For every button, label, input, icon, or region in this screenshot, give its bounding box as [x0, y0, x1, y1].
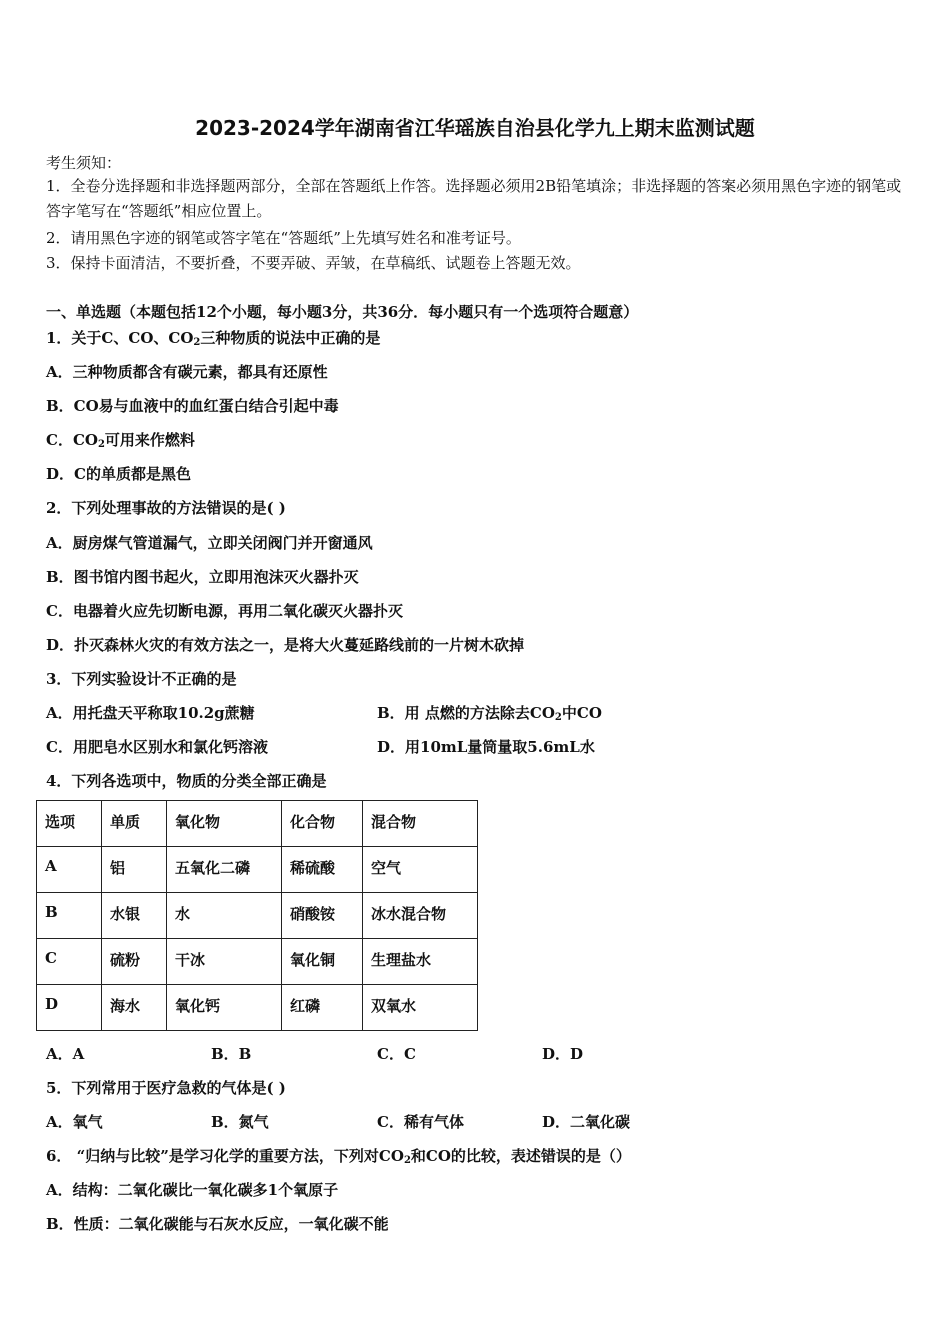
- q4-option-a: A．A: [46, 1045, 85, 1063]
- q1-stem: 1．关于C、CO、$CO_2$三种物质的说法中正确的是: [46, 329, 381, 348]
- q5-option-c: C．稀有气体: [377, 1113, 464, 1131]
- q4-option-d: D．D: [542, 1045, 584, 1063]
- notice-heading: 考生须知：: [46, 154, 122, 172]
- table-row: [37, 893, 478, 939]
- table-cell: 生理盐水: [363, 939, 478, 985]
- notice-item-2: 2．请用黑色字迹的钢笔或答字笔在“答题纸”上先填写姓名和准考证号。: [46, 229, 521, 247]
- table-cell: 空气: [363, 847, 478, 893]
- table-cell: B: [37, 893, 102, 939]
- table-row: [37, 939, 478, 985]
- table-header-cell: 氧化物: [167, 801, 282, 847]
- table-cell: 冰水混合物: [363, 893, 478, 939]
- q1-option-c: C．$CO_2$可用来作燃料: [46, 431, 195, 450]
- q5-stem: 5．下列常用于医疗急救的气体是( ): [46, 1079, 286, 1097]
- section-heading: 一、单选题（本题包括12个小题，每小题3分，共36分．每小题只有一个选项符合题意）: [46, 303, 639, 321]
- classification-table: [36, 800, 478, 1031]
- table-cell: 海水: [102, 985, 167, 1031]
- q2-option-b: B．图书馆内图书起火，立即用泡沫灭火器扑灭: [46, 568, 359, 586]
- q1-option-d: D．C的单质都是黑色: [46, 465, 191, 483]
- exam-title: 2023-2024学年湖南省江华瑶族自治县化学九上期末监测试题: [195, 116, 755, 140]
- table-cell: 水银: [102, 893, 167, 939]
- notice-item-1: 1．全卷分选择题和非选择题两部分，全部在答题纸上作答。选择题必须用2B铅笔填涂；非选择题的答案必须用黑色字迹的钢笔或答字笔写在“答题纸”相应位置上。: [46, 177, 902, 220]
- table-header-cell: 混合物: [363, 801, 478, 847]
- table-cell: 硫粉: [102, 939, 167, 985]
- table-cell: 干冰: [167, 939, 282, 985]
- q2-stem: 2．下列处理事故的方法错误的是( ): [46, 499, 286, 517]
- table-cell: 硝酸铵: [282, 893, 363, 939]
- table-cell: 水: [167, 893, 282, 939]
- q4-option-b: B．B: [211, 1045, 252, 1063]
- q1-option-b: B．CO易与血液中的血红蛋白结合引起中毒: [46, 397, 339, 415]
- q3-option-b: B．用 点燃的方法除去$CO_2$中CO: [377, 704, 602, 723]
- q6-option-a: A．结构：二氧化碳比一氧化碳多1个氧原子: [46, 1181, 339, 1199]
- table-header-cell: 单质: [102, 801, 167, 847]
- table-row: [37, 847, 478, 893]
- notice-item-3: 3．保持卡面清洁，不要折叠，不要弄破、弄皱，在草稿纸、试题卷上答题无效。: [46, 254, 581, 272]
- table-cell: D: [37, 985, 102, 1031]
- table-cell: 铝: [102, 847, 167, 893]
- q4-stem: 4．下列各选项中，物质的分类全部正确是: [46, 772, 327, 790]
- table-header-row: [37, 801, 478, 847]
- table-cell: 双氧水: [363, 985, 478, 1031]
- table-header-cell: 选项: [37, 801, 102, 847]
- table-cell: 稀硫酸: [282, 847, 363, 893]
- q6-stem: 6． “归纳与比较”是学习化学的重要方法，下列对$CO_2$和CO的比较，表述错误的是（）: [46, 1147, 631, 1166]
- table-cell: 氧化钙: [167, 985, 282, 1031]
- table-cell: 五氧化二磷: [167, 847, 282, 893]
- q1-option-a: A．三种物质都含有碳元素，都具有还原性: [46, 363, 328, 381]
- table-cell: 氧化铜: [282, 939, 363, 985]
- q6-option-b: B．性质：二氧化碳能与石灰水反应，一氧化碳不能: [46, 1215, 389, 1233]
- q3-option-c: C．用肥皂水区别水和氯化钙溶液: [46, 738, 268, 756]
- table-header-cell: 化合物: [282, 801, 363, 847]
- table-cell: C: [37, 939, 102, 985]
- table-cell: A: [37, 847, 102, 893]
- table-cell: 红磷: [282, 985, 363, 1031]
- q3-stem: 3．下列实验设计不正确的是: [46, 670, 237, 688]
- q5-option-a: A．氧气: [46, 1113, 103, 1131]
- q4-option-c: C．C: [377, 1045, 416, 1063]
- q2-option-c: C．电器着火应先切断电源，再用二氧化碳灭火器扑灭: [46, 602, 403, 620]
- q3-option-d: D．用10mL量筒量取5.6mL水: [377, 738, 595, 756]
- q3-option-a: A．用托盘天平称取10.2g蔗糖: [46, 704, 255, 722]
- q2-option-a: A．厨房煤气管道漏气，立即关闭阀门并开窗通风: [46, 534, 373, 552]
- q5-option-d: D．二氧化碳: [542, 1113, 631, 1131]
- q5-option-b: B．氮气: [211, 1113, 269, 1131]
- q2-option-d: D．扑灭森林火灾的有效方法之一，是将大火蔓延路线前的一片树木砍掉: [46, 636, 525, 654]
- table-row: [37, 985, 478, 1031]
